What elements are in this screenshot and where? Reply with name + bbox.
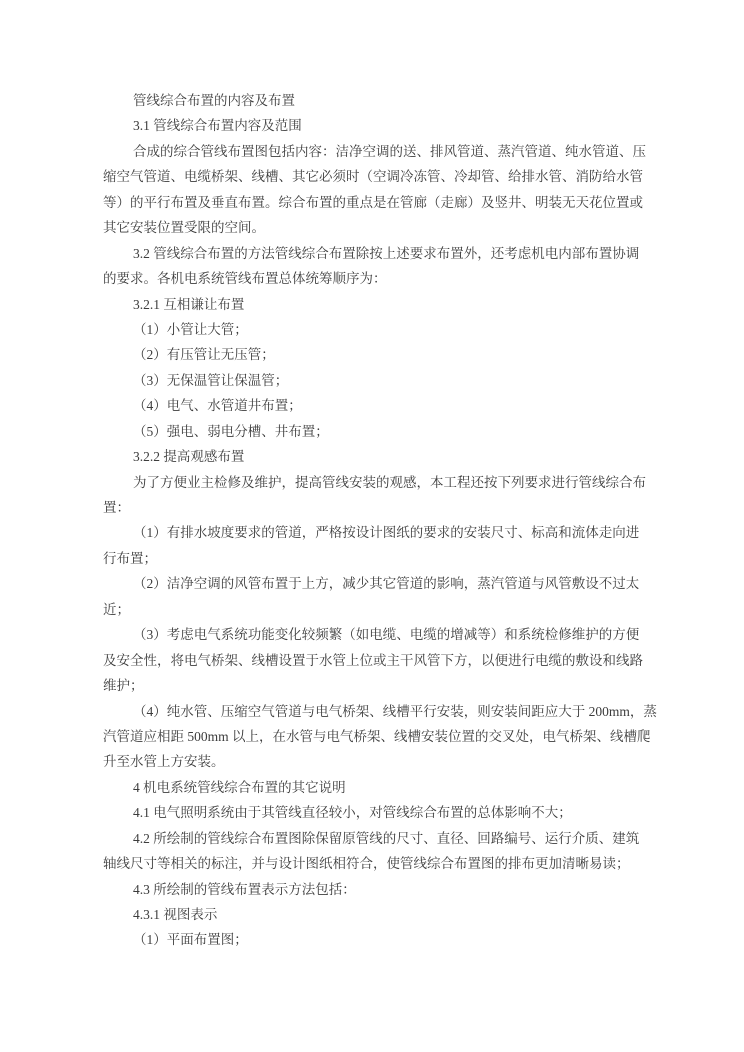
text-line: 近；	[103, 601, 130, 617]
text-line: 4.2 所绘制的管线综合布置图除保留原管线的尺寸、直径、回路编号、运行介质、建筑	[133, 830, 640, 846]
text-line: 维护；	[103, 678, 144, 694]
text-line: 及安全性，将电气桥架、线槽设置于水管上位或主干风管下方，以便进行电缆的敷设和线路	[103, 652, 643, 668]
text-line: 4.1 电气照明系统由于其管线直径较小，对管线综合布置的总体影响不大；	[133, 805, 572, 821]
text-line: 其它安装位置受限的空间。	[103, 220, 265, 236]
text-line: （2）洁净空调的风管布置于上方，减少其它管道的影响，蒸汽管道与风管敷设不过太	[133, 576, 640, 592]
text-line: 升至水管上方安装。	[103, 754, 225, 770]
text-line: （5）强电、弱电分槽、井布置；	[133, 423, 329, 439]
text-line: 3.2 管线综合布置的方法管线综合布置除按上述要求布置外，还考虑机电内部布置协调	[133, 245, 640, 261]
text-line: （1）平面布置图；	[133, 932, 248, 948]
text-line: （4）纯水管、压缩空气管道与电气桥架、线槽平行安装，则安装间距应大于 200mm，蒸	[133, 703, 657, 719]
text-line: 4.3.1 视图表示	[133, 907, 218, 922]
text-line: （2）有压管让无压管；	[133, 347, 275, 363]
text-line: （1）有排水坡度要求的管道，严格按设计图纸的要求的安装尺寸、标高和流体走向进	[133, 525, 640, 541]
text-line: （1）小管让大管；	[133, 321, 248, 337]
text-line: 合成的综合管线布置图包括内容：洁净空调的送、排风管道、蒸汽管道、纯水管道、压	[133, 143, 646, 159]
text-line: 管线综合布置的内容及布置	[133, 93, 295, 108]
text-line: 等）的平行布置及垂直布置。综合布置的重点是在管廊（走廊）及竖井、明装无天花位置或	[103, 194, 643, 210]
text-line: 的要求。各机电系统管线布置总体统筹顺序为：	[103, 271, 387, 287]
text-line: （3）无保温管让保温管；	[133, 372, 289, 388]
text-line: 汽管道应相距 500mm 以上，在水管与电气桥架、线槽安装位置的交叉处，电气桥架、线槽爬	[103, 728, 651, 744]
text-line: 3.2.2 提高观感布置	[133, 449, 245, 465]
text-line: 轴线尺寸等相关的标注，并与设计图纸相符合，使管线综合布置图的排布更加清晰易读；	[103, 856, 630, 872]
text-line: 4.3 所绘制的管线布置表示方法包括：	[133, 881, 356, 897]
text-line: 行布置；	[103, 550, 157, 566]
text-line: 置：	[103, 500, 130, 515]
text-line: 4 机电系统管线综合布置的其它说明	[133, 779, 346, 795]
text-line: 为了方便业主检修及维护，提高管线安装的观感，本工程还按下列要求进行管线综合布	[133, 474, 646, 490]
text-line: （3）考虑电气系统功能变化较频繁（如电缆、电缆的增减等）和系统检修维护的方便	[133, 627, 640, 643]
text-line: （4）电气、水管道井布置；	[133, 398, 302, 414]
text-line: 3.2.1 互相谦让布置	[133, 296, 245, 312]
document-content	[103, 88, 657, 953]
text-line: 3.1 管线综合布置内容及范围	[133, 118, 302, 134]
text-line: 缩空气管道、电缆桥架、线槽、其它必须时（空调冷冻管、冷却管、给排水管、消防给水管	[103, 169, 643, 185]
